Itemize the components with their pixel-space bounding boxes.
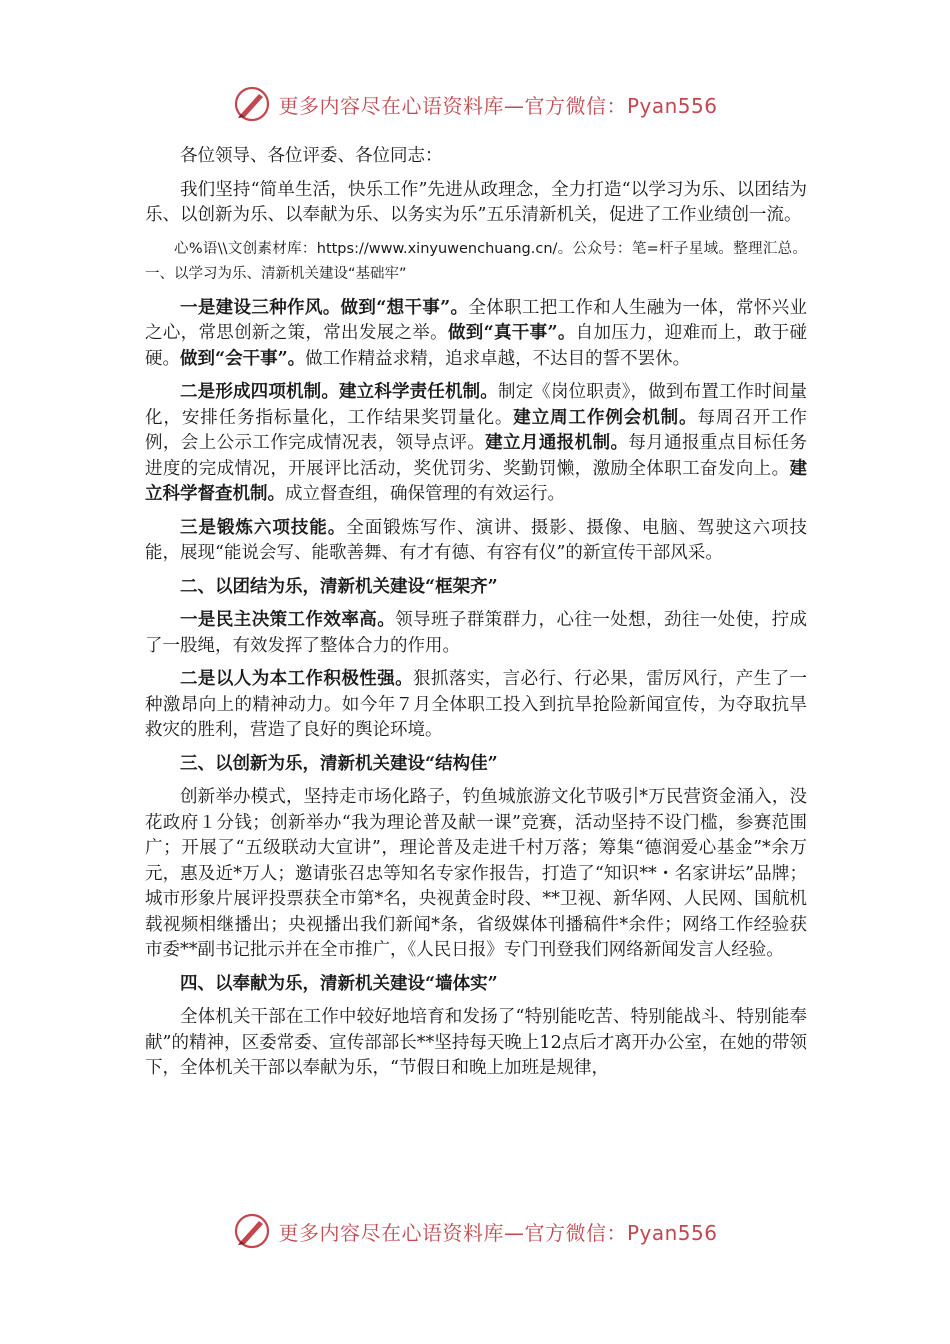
- text-run: 狠抓落实，言必行、行必果，雷厉风行，产生了一种激昂向上的精神动力。如今年７月全体职工投入到抗旱抢险新闻宣传，为夺取抗旱救灾的胜利，营造了良好的舆论环境。: [145, 669, 808, 740]
- bold-run: 建立周工作例会机制。: [513, 407, 698, 428]
- paragraph-four-mechanisms: [145, 380, 807, 508]
- heading-text: 二、以团结为乐，清新机关建设“框架齐”: [180, 576, 498, 597]
- document-body: [145, 144, 807, 1082]
- footer-banner: [0, 1209, 950, 1253]
- greeting: 各位领导、各位评委、各位同志：: [180, 146, 443, 166]
- section-heading-4: [145, 972, 807, 998]
- pen-logo-icon: [232, 84, 272, 124]
- bold-run: 建立科学督查机制。: [145, 458, 807, 504]
- heading-text: 三、以创新为乐，清新机关建设“结构佳”: [180, 753, 498, 774]
- section-heading-3: [145, 752, 807, 778]
- bold-run: 做到“会干事”。: [180, 348, 306, 369]
- source-line: 心%语\\文创素材库：https://www.xinyuwenchuang.cn/。公众号：笔=杆子星域。整理汇总。: [174, 240, 807, 257]
- paragraph-people-oriented: [145, 667, 807, 744]
- text-run: 做工作精益求精，追求卓越，不达目的誓不罢休。: [305, 348, 691, 369]
- intro-paragraph: 我们坚持“简单生活，快乐工作”先进从政理念，全力打造“以学习为乐、以团结为乐、以创新为乐、以奉献为乐、以务实为乐”五乐清新机关，促进了工作业绩创一流。: [145, 179, 807, 225]
- header-banner: [0, 82, 950, 126]
- paragraph-dedication: 全体机关干部在工作中较好地培育和发扬了“特别能吃苦、特别能战斗、特别能奉献”的精神，区委常委、宣传部部长**坚持每天晚上12点后才离开办公室，在她的带领下，全体机关干部以奉献为乐，“节假日和晚上加班是规律，: [145, 1007, 807, 1078]
- text-run: 每周召开工作例，会上公示工作完成情况表，领导点评。: [145, 407, 808, 453]
- text-run: 自加压力，迎难而上，敢于碰硬。: [145, 323, 808, 369]
- text-run: 全面锻炼写作、演讲、摄影、摄像、电脑、驾驶这六项技能，展现“能说会写、能歌善舞、有才有德、有容有仪”的新宣传干部风采。: [145, 517, 808, 563]
- banner-text: 更多内容尽在心语资料库—官方微信：Pyan556: [278, 93, 718, 118]
- banner-text: 更多内容尽在心语资料库—官方微信：Pyan556: [278, 1220, 718, 1245]
- paragraph-innovation: 创新举办模式，坚持走市场化路子，钓鱼城旅游文化节吸引*万民营资金涌入，没花政府１分钱；创新举办“我为理论普及献一课”竞赛，活动坚持不设门槛，参赛范围广；开展了“五级联动大宣讲”，理论普及走进千村万落；筹集“德润爱心基金”*余万元，惠及近*万人；邀请张召忠等知名专家作报告，打造了“知识**・名家讲坛”品牌；城市形象片展评投票获全市第*名，央视黄金时段、**卫视、新华网、人民网、国航机载视频相继播出；央视播出我们新闻*条，省级媒体刊播稿件*余件；网络工作经验获市委**副书记批示并在全市推广，《人民日报》专门刊登我们网络新闻发言人经验。: [145, 787, 807, 960]
- heading-text: 四、以奉献为乐，清新机关建设“墙体实”: [180, 973, 498, 994]
- pen-logo-icon: [232, 1211, 272, 1251]
- text-run: 制定《岗位职责》，做到布置工作时间量化，安排任务指标量化，工作结果奖罚量化。: [145, 382, 808, 428]
- text-run: 全体职工把工作和人生融为一体，常怀兴业之心，常思创新之策，常出发展之举。: [145, 297, 808, 343]
- text-run: 成立督查组，确保管理的有效运行。: [285, 484, 565, 504]
- bold-run: 做到“真干事”。: [447, 323, 576, 343]
- paragraph-three-styles: [145, 296, 807, 373]
- bold-run: 二是形成四项机制。建立科学责任机制。: [180, 382, 498, 402]
- bold-run: 一是建设三种作风。做到“想干事”。: [180, 297, 469, 318]
- text-run: 领导班子群策群力，心往一处想，劲往一处使，拧成了一股绳，有效发挥了整体合力的作用。: [145, 610, 808, 656]
- section-heading-2: [145, 575, 807, 601]
- paragraph-six-skills: [145, 516, 807, 567]
- section-heading-1: 一、以学习为乐、清新机关建设“基础牢”: [145, 266, 407, 282]
- bold-run: 三是锻炼六项技能。: [180, 517, 347, 538]
- paragraph-democratic: [145, 608, 807, 659]
- bold-run: 一是民主决策工作效率高。: [180, 610, 396, 630]
- text-run: 每月通报重点目标任务进度的完成情况，开展评比活动，奖优罚劣、奖勤罚懒，激励全体职工奋发向上。: [145, 433, 808, 479]
- bold-run: 建立月通报机制。: [485, 433, 629, 453]
- source-paragraph: [145, 237, 807, 288]
- bold-run: 二是以人为本工作积极性强。: [180, 669, 414, 689]
